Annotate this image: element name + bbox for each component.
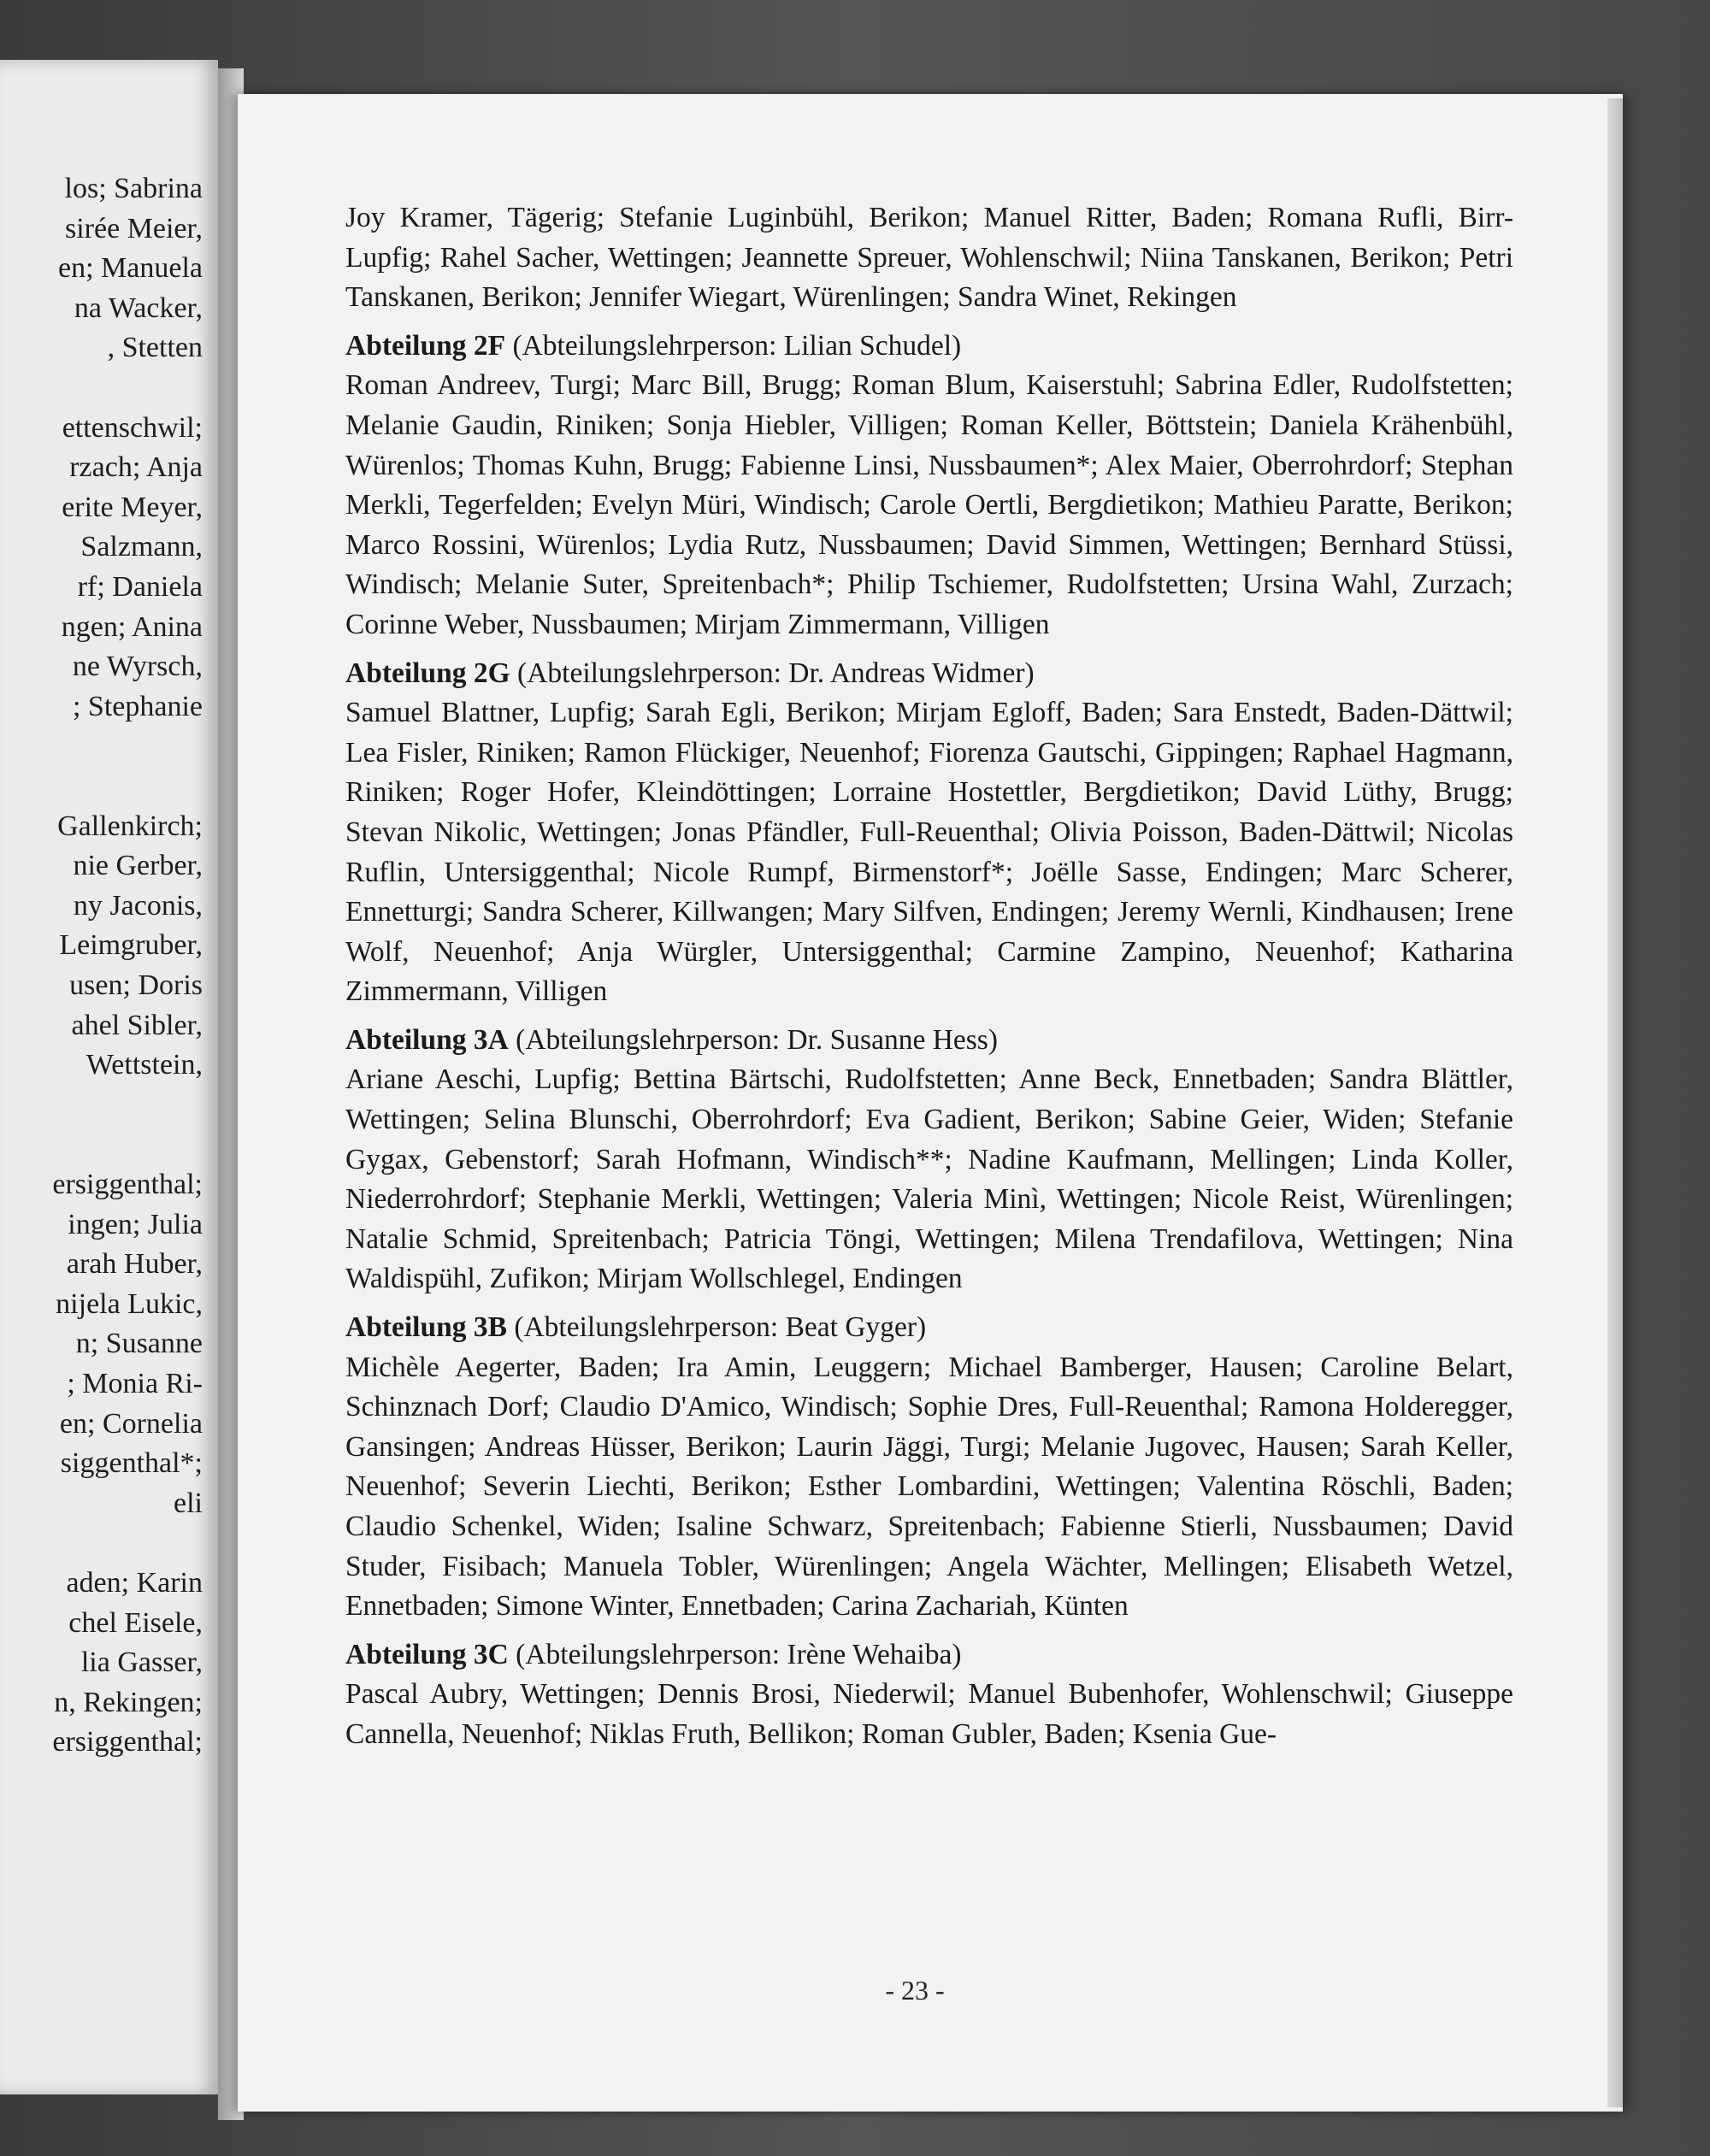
left-fragment-line: ingen; Julia (68, 1208, 203, 1240)
left-fragment-line: rzach; Anja (69, 451, 203, 484)
section-2g (345, 654, 1513, 1012)
left-fragment-line: nie Gerber, (73, 850, 203, 882)
left-fragment-line: , Stetten (107, 332, 203, 364)
section-teacher: (Abteilungslehrperson: Irène Wehaiba) (516, 1638, 962, 1670)
left-fragment-line: ngen; Anina (61, 610, 203, 643)
left-fragment-line: chel Eisele, (68, 1606, 203, 1639)
section-name: Abteilung 3A (345, 1023, 509, 1056)
section-students: Pascal Aubry, Wettingen; Dennis Brosi, Niederwil; Manuel Bubenhofer, Wohlenschwil; Giuseppe Cannella, Neuenhof; Niklas Fruth, Bellikon; Roman Gubler, Baden; Ksenia Gue- (345, 1678, 1513, 1750)
section-students: Ariane Aeschi, Lupfig; Bettina Bärtschi, Rudolfstetten; Anne Beck, Ennetbaden; Sandra Blättler, Wettingen; Selina Blunschi, Oberrohrdorf; Eva Gadient, Berikon; Sabine Geier, Widen; Stefanie Gygax, Gebenstorf; Sarah Hofmann, Windisch**; Nadine Kaufmann, Mellingen; Linda Koller, Niederrohrdorf; Stephanie Merkli, Wettingen; Valeria Minì, Wettingen; Nicole Reist, Würenlingen; Natalie Schmid, Spreitenbach; Patricia Töngi, Wettingen; Milena Trendafilova, Wettingen; Nina Waldispühl, Zufikon; Mirjam Wollschlegel, Endingen (345, 1063, 1513, 1295)
left-fragment-line: Gallenkirch; (57, 810, 203, 842)
section-heading (345, 1635, 1513, 1676)
left-fragment-line: los; Sabrina (64, 173, 203, 204)
left-fragment-line: Salzmann, (80, 531, 203, 563)
section-heading (345, 327, 1513, 367)
left-fragment-line: en; Cornelia (59, 1407, 203, 1440)
page-edge (1607, 98, 1623, 2107)
page-content (345, 198, 1513, 1755)
section-name: Abteilung 2F (345, 329, 506, 362)
section-name: Abteilung 2G (345, 657, 510, 689)
left-fragment-line: en; Manuela (58, 252, 203, 285)
left-fragment-line: nijela Lukic, (56, 1287, 203, 1320)
section-3a (345, 1021, 1513, 1299)
left-fragment-line: ny Jaconis, (73, 889, 203, 922)
left-fragment-line: usen; Doris (69, 969, 203, 1001)
left-fragment-line: rf; Daniela (77, 571, 203, 603)
section-students: Roman Andreev, Turgi; Marc Bill, Brugg; Roman Blum, Kaiserstuhl; Sabrina Edler, Rudolfstetten; Melanie Gaudin, Riniken; Sonja Hiebler, Villigen; Roman Keller, Böttstein; Daniela Krähenbühl, Würenlos; Thomas Kuhn, Brugg; Fabienne Linsi, Nussbaumen*; Alex Maier, Oberrohrdorf; Stephan Merkli, Tegerfelden; Evelyn Müri, Windisch; Carole Oertli, Bergdietikon; Mathieu Paratte, Berikon; Marco Rossini, Würenlos; Lydia Rutz, Nussbaumen; David Simmen, Wettingen; Bernhard Stüssi, Windisch; Melanie Suter, Spreitenbach*; Philip Tschiemer, Rudolfstetten; Ursina Wahl, Zurzach; Corinne Weber, Nussbaumen; Mirjam Zimmermann, Villigen (345, 369, 1513, 640)
page-number: - 23 - (885, 1975, 945, 2006)
left-fragment-line: ahel Sibler, (71, 1009, 203, 1041)
section-heading (345, 1021, 1513, 1061)
left-fragment-line: sirée Meier, (64, 212, 203, 244)
section-students: Michèle Aegerter, Baden; Ira Amin, Leuggern; Michael Bamberger, Hausen; Caroline Belart, Schinznach Dorf; Claudio D'Amico, Windisch; Sophie Dres, Full-Reuenthal; Ramona Holderegger, Gansingen; Andreas Hüsser, Berikon; Laurin Jäggi, Turgi; Melanie Jugovec, Hausen; Sarah Keller, Neuenhof; Severin Liechti, Berikon; Esther Lombardini, Wettingen; Valentina Röschli, Baden; Claudio Schenkel, Widen; Isaline Schwarz, Spreitenbach; Fabienne Stierli, Nussbaumen; David Studer, Fisibach; Manuela Tobler, Würenlingen; Angela Wächter, Mellingen; Elisabeth Wetzel, Ennetbaden; Simone Winter, Ennetbaden; Carina Zachariah, Künten (345, 1351, 1513, 1623)
left-fragment-line: n, Rekingen; (54, 1686, 203, 1718)
left-fragment-line: ettenschwil; (62, 411, 203, 444)
left-fragment-line: aden; Karin (66, 1567, 203, 1599)
section-teacher: (Abteilungslehrperson: Dr. Andreas Widmer) (517, 657, 1035, 689)
left-fragment-line: Wettstein, (86, 1049, 203, 1081)
section-heading (345, 1308, 1513, 1348)
left-fragment-line: n; Susanne (75, 1328, 203, 1360)
left-fragment-line: ne Wyrsch, (72, 651, 203, 683)
section-name: Abteilung 3C (345, 1638, 509, 1670)
left-fragment-line: lia Gasser, (80, 1646, 203, 1679)
left-fragment-line: ; Monia Ri- (67, 1368, 203, 1399)
left-fragment-line: ersiggenthal; (52, 1726, 203, 1758)
section-teacher: (Abteilungslehrperson: Beat Gyger) (514, 1311, 927, 1344)
left-fragment-line: erite Meyer, (62, 491, 203, 523)
section-3c (345, 1635, 1513, 1755)
left-fragment-line: arah Huber, (66, 1248, 203, 1281)
left-fragment-line: siggenthal*; (60, 1447, 203, 1480)
section-heading (345, 654, 1513, 694)
section-students: Samuel Blattner, Lupfig; Sarah Egli, Berikon; Mirjam Egloff, Baden; Sara Enstedt, Baden-Dättwil; Lea Fisler, Riniken; Ramon Flückiger, Neuenhof; Fiorenza Gautschi, Gippingen; Raphael Hagmann, Riniken; Roger Hofer, Kleindöttingen; Lorraine Hostettler, Bergdietikon; David Lüthy, Brugg; Stevan Nikolic, Wettingen; Jonas Pfändler, Full-Reuenthal; Olivia Poisson, Baden-Dättwil; Nicolas Ruflin, Untersiggenthal; Nicole Rumpf, Birmenstorf*; Joëlle Sasse, Endingen; Marc Scherer, Ennetturgi; Sandra Scherer, Killwangen; Mary Silfven, Endingen; Jeremy Wernli, Kindhausen; Irene Wolf, Neuenhof; Anja Würgler, Untersiggenthal; Carmine Zampino, Neuenhof; Katharina Zimmermann, Villigen (345, 697, 1513, 1008)
intro-paragraph: Joy Kramer, Tägerig; Stefanie Luginbühl, Berikon; Manuel Ritter, Baden; Romana Rufli, Birr-Lupfig; Rahel Sacher, Wettingen; Jeannette Spreuer, Wohlenschwil; Niina Tanskanen, Berikon; Petri Tanskanen, Berikon; Jennifer Wiegart, Würenlingen; Sandra Winet, Rekingen (345, 202, 1513, 314)
section-teacher: (Abteilungslehrperson: Lilian Schudel) (512, 329, 962, 362)
left-page-fragment (0, 60, 218, 2094)
left-fragment-line: ; Stephanie (72, 690, 203, 722)
section-teacher: (Abteilungslehrperson: Dr. Susanne Hess) (516, 1023, 998, 1056)
left-fragment-line: na Wacker, (74, 292, 203, 324)
section-2f (345, 327, 1513, 645)
left-fragment-line: eli (174, 1487, 203, 1519)
left-fragment-line: ersiggenthal; (52, 1169, 203, 1200)
section-name: Abteilung 3B (345, 1311, 507, 1344)
section-3b (345, 1308, 1513, 1627)
left-fragment-line: Leimgruber, (59, 929, 203, 962)
